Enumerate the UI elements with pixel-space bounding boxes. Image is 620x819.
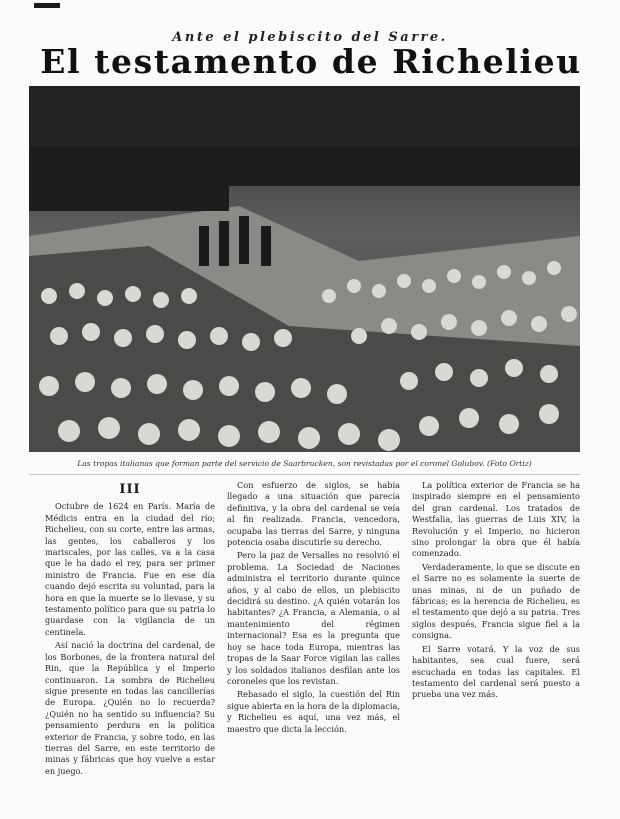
article-column-3 [412,480,580,812]
news-photo [29,86,580,452]
paragraph: Así nació la doctrina del cardenal, de los Borbones, de la frontera natural del Rin, que la República y el Imperio continuaron. La sombra de Richelieu sigue presente en todas las cancillerías de Europa. ¿Quién no lo recuerda? ¿Quién no ha sentido su influencia? Su pensamiento perdura en la política exterior de Francia, y sobre todo, en las tierras del Sarre, en este territorio de minas y fábricas que hoy vuelve a estar en juego. [45,640,215,776]
section-numeral: III [119,482,141,497]
troops-parade-illustration [29,86,580,452]
article-column-2 [227,480,400,812]
page-title: El testamento de Richelieu [40,42,582,81]
paragraph: La política exterior de Francia se ha inspirado siempre en el pensamiento del gran cardenal. Los tratados de Westfalia, las guerras de Luis XIV, la Revolución y el Imperio, no hicieron sino prolongar la obra que él había comenzado. [412,480,580,559]
kicker: Ante el plebiscito del Sarre. [172,30,448,45]
paragraph: Pero la paz de Versalles no resolvió el problema. La Sociedad de Naciones administra el territorio durante quince años, y al cabo de ellos, un plebiscito decidirá su destino. ¿A quién votarán los habitantes? ¿A Francia, a Alemania, o al mantenimiento del régimen internacional? Esa es la pregunta que hoy se hace toda Europa, mientras las tropas de la Saar Force vigilan las calles y los soldados italianos desfilan ante los coroneles que los revistan. [227,550,400,686]
paragraph: Octubre de 1624 en París. María de Médicis entra en la ciudad del río; Richelieu, con su corte, entre las armas, las gentes, los caballeros y los mariscales, por las calles, va a la casa que le ha dado el rey, para ser primer ministro de Francia. Fue en ese día cuando dejó escrita su voluntad, para la hora en que la muerte se lo llevase, y su testamento político para que su patria lo guardase con la vigilancia de un centinela. [45,501,215,637]
paragraph: Con esfuerzo de siglos, se había llegado a una situación que parecía definitiva, y la obra del cardenal se veía al fin realizada. Francia, vencedora, ocupaba las tierras del Sarre, y ninguna potencia osaba discutirle su derecho. [227,480,400,548]
paragraph: Verdaderamente, lo que se discute en el Sarre no es solamente la suerte de unas minas, ni de un puñado de fábricas; es la herencia de Richelieu, es el testamento que dejó a su patria. Tres siglos después, Francia sigue fiel a la consigna. [412,561,580,641]
corner-mark [34,3,60,8]
article-column-1 [45,482,215,814]
paragraph: El Sarre votará. Y la voz de sus habitantes, sea cual fuere, será escuchada en todas las capitales. El testamento del cardenal será puesto a prueba una vez más. [412,643,580,700]
photo-caption: Las tropas italianas que forman parte del servicio de Saarbrucken, son revistadas por el coronel Golubov. (Foto Ortiz) [77,459,532,468]
divider [29,474,580,475]
paragraph: Rebasado el siglo, la cuestión del Rin sigue abierta en la hora de la diplomacia, y Richelieu es aquí, una vez más, el maestro que dicta la lección. [227,689,400,734]
